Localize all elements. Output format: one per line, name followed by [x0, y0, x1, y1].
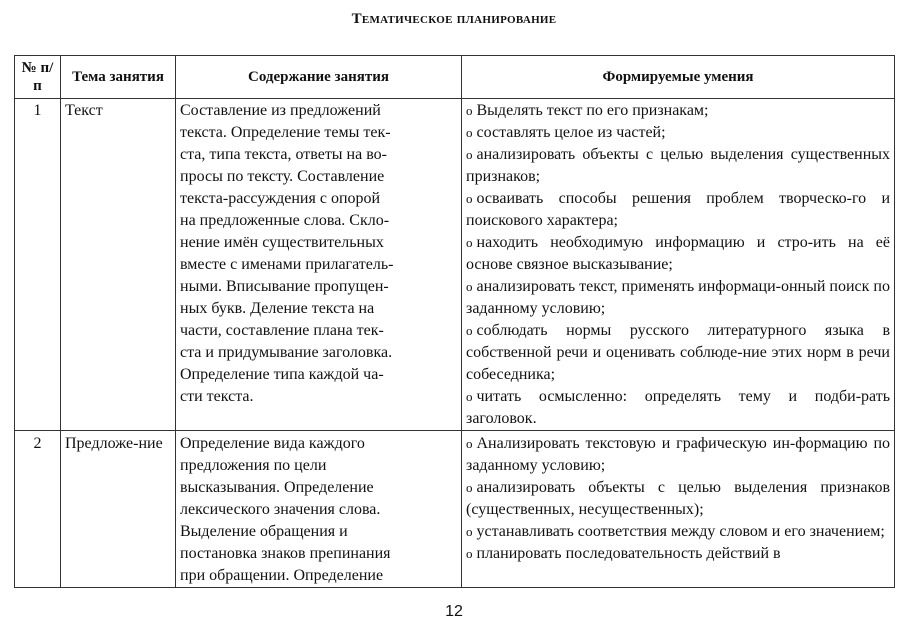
bullet-icon: o — [466, 279, 473, 294]
content-line: просы по тексту. Составление — [180, 168, 385, 185]
row-content — [176, 431, 462, 588]
content-line: текста. Определение темы тек- — [180, 124, 391, 141]
bullet-icon: o — [466, 191, 473, 206]
skill-item — [466, 122, 890, 144]
content-line: предложения по цели — [180, 457, 327, 474]
page-number: 12 — [445, 603, 463, 620]
skill-item — [466, 543, 890, 565]
skill-item — [466, 320, 890, 386]
skill-item — [466, 232, 890, 276]
skill-text: планировать последовательность действий в — [476, 545, 781, 562]
content-line: на предложенные слова. Скло- — [180, 212, 390, 229]
bullet-icon: o — [466, 125, 473, 140]
page-title: Тематическое планирование — [351, 11, 557, 27]
skill-item — [466, 144, 890, 188]
bullet-icon: o — [466, 389, 473, 404]
row-content — [176, 99, 462, 431]
bullet-icon: o — [466, 147, 473, 162]
bullet-icon: o — [466, 235, 473, 250]
skill-item — [466, 477, 890, 521]
row-skills — [462, 431, 895, 588]
content-line: сти текста. — [180, 388, 254, 405]
content-line: Определение типа каждой ча- — [180, 366, 384, 383]
row-topic: Текст — [61, 99, 176, 431]
skill-item — [466, 521, 890, 543]
content-line: лексического значения слова. — [180, 501, 381, 518]
header-skills: Формируемые умения — [462, 56, 895, 99]
content-line: нение имён существительных — [180, 234, 384, 251]
skill-text: анализировать объекты с целью выделения существенных признаков; — [466, 146, 890, 185]
table-header-row — [15, 56, 895, 99]
content-line: высказывания. Определение — [180, 479, 374, 496]
bullet-icon: o — [466, 323, 473, 338]
skill-text: составлять целое из частей; — [476, 124, 666, 141]
skill-text: Анализировать текстовую и графическую ин-формацию по заданному условию; — [466, 435, 890, 474]
bullet-icon: o — [466, 480, 473, 495]
bullet-icon: o — [466, 103, 473, 118]
content-line: Выделение обращения и — [180, 523, 348, 540]
bullet-icon: o — [466, 436, 473, 451]
content-line: вместе с именами прилагатель- — [180, 256, 394, 273]
skill-text: устанавливать соответствия между словом и его значением; — [476, 523, 885, 540]
skill-item — [466, 276, 890, 320]
bullet-icon: o — [466, 524, 473, 539]
row-number: 1 — [15, 99, 61, 431]
planning-table — [14, 55, 895, 588]
skill-text: находить необходимую информацию и стро-ить на её основе связное высказывание; — [466, 234, 890, 273]
content-line: ста, типа текста, ответы на во- — [180, 146, 387, 163]
row-skills — [462, 99, 895, 431]
table-row — [15, 431, 895, 588]
content-line: Составление из предложений — [180, 102, 381, 119]
content-line: ными. Вписывание пропущен- — [180, 278, 389, 295]
content-line: постановка знаков препинания — [180, 545, 391, 562]
header-content: Содержание занятия — [176, 56, 462, 99]
content-line: части, составление плана тек- — [180, 322, 384, 339]
skill-item — [466, 100, 890, 122]
content-line: при обращении. Определение — [180, 567, 384, 584]
skill-text: осваивать способы решения проблем творческо-го и поискового характера; — [466, 190, 890, 229]
content-line: Определение вида каждого — [180, 435, 365, 452]
skill-item — [466, 386, 890, 430]
skill-item — [466, 433, 890, 477]
row-topic: Предложе-ние — [61, 431, 176, 588]
header-num: № п/п — [15, 56, 61, 99]
skill-item — [466, 188, 890, 232]
content-line: ста и придумывание заголовка. — [180, 344, 393, 361]
bullet-icon: o — [466, 546, 473, 561]
content-line: ных букв. Деление текста на — [180, 300, 375, 317]
content-line: текста-рассуждения с опорой — [180, 190, 381, 207]
skill-text: анализировать объекты с целью выделения признаков (существенных, несущественных); — [466, 479, 890, 518]
row-number: 2 — [15, 431, 61, 588]
skill-text: анализировать текст, применять информаци-онный поиск по заданному условию; — [466, 278, 890, 317]
table-row — [15, 99, 895, 431]
skill-text: соблюдать нормы русского литературного языка в собственной речи и оценивать соблюде-ние этих норм в речи собеседника; — [466, 322, 890, 383]
skill-text: Выделять текст по его признакам; — [476, 102, 709, 119]
skill-text: читать осмысленно: определять тему и подби-рать заголовок. — [466, 388, 890, 427]
header-topic: Тема занятия — [61, 56, 176, 99]
